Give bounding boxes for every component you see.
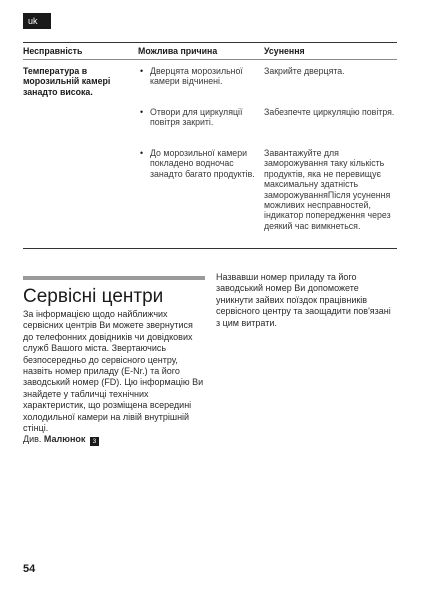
section-title: Сервісні центри (23, 286, 164, 307)
section-divider-bar (23, 276, 205, 280)
table-row (23, 60, 397, 248)
header-cause: Можлива причина (138, 46, 218, 56)
cause-item (138, 107, 264, 128)
cause-text: Отвори для циркуляції повітря закриті. (150, 107, 243, 128)
cause-item (138, 148, 264, 179)
service-benefit-text: Назвавши номер приладу та його заводський номер Ви допоможете уникнути зайвих поїздок працівників сервісного центру та заощадити пов'язані з цим витрати. (216, 272, 391, 328)
service-info-text (23, 309, 205, 446)
header-remedy: Усунення (264, 46, 305, 56)
see-also-prefix: Див. (23, 434, 42, 445)
cause-text: Дверцята морозильної камери відчинені. (150, 66, 243, 87)
language-tab: uk (23, 13, 51, 29)
table-bottom-rule (23, 248, 397, 249)
bullet-icon: • (140, 107, 144, 117)
header-fault: Несправність (23, 46, 83, 56)
cause-text: До морозильної камери покладено водночас занадто багато продуктів. (150, 148, 255, 179)
troubleshooting-table (23, 42, 397, 249)
bullet-icon: • (140, 66, 144, 76)
fault-cell: Температура в морозильній камері занадто висока. (23, 66, 111, 97)
figure-reference: Малюнок (43, 434, 86, 445)
page-number: 54 (23, 563, 36, 575)
service-info-paragraph: За інформацією щодо найближчих сервісних центрів Ви можете звернутися до телефонних довідників чи довідкових служб Вашого міста. Звертаючись безпосередньо до сервісного центру, назвіть номер приладу (E-Nr.) та його заводський номер (FD). Цю інформацію Ви знайдете у табличці технічних характеристик, що розміщена всередині холодильної камери на лівій внутрішній стінці. (23, 309, 204, 434)
remedy-item: Завантажуйте для заморожування таку кількість продуктів, яка не перевищує максимальну здатність заморожуванняПісля усунення можливих несправностей, індикатор попередження через деякий час вимкнеться. (264, 148, 391, 231)
cause-item (138, 66, 264, 87)
bullet-icon: • (140, 148, 144, 158)
remedy-item: Закрийте дверцята. (264, 66, 345, 76)
remedy-item: Забезпечте циркуляцію повітря. (264, 107, 395, 117)
table-header (23, 43, 397, 59)
figure-number-icon: 3 (90, 437, 99, 446)
